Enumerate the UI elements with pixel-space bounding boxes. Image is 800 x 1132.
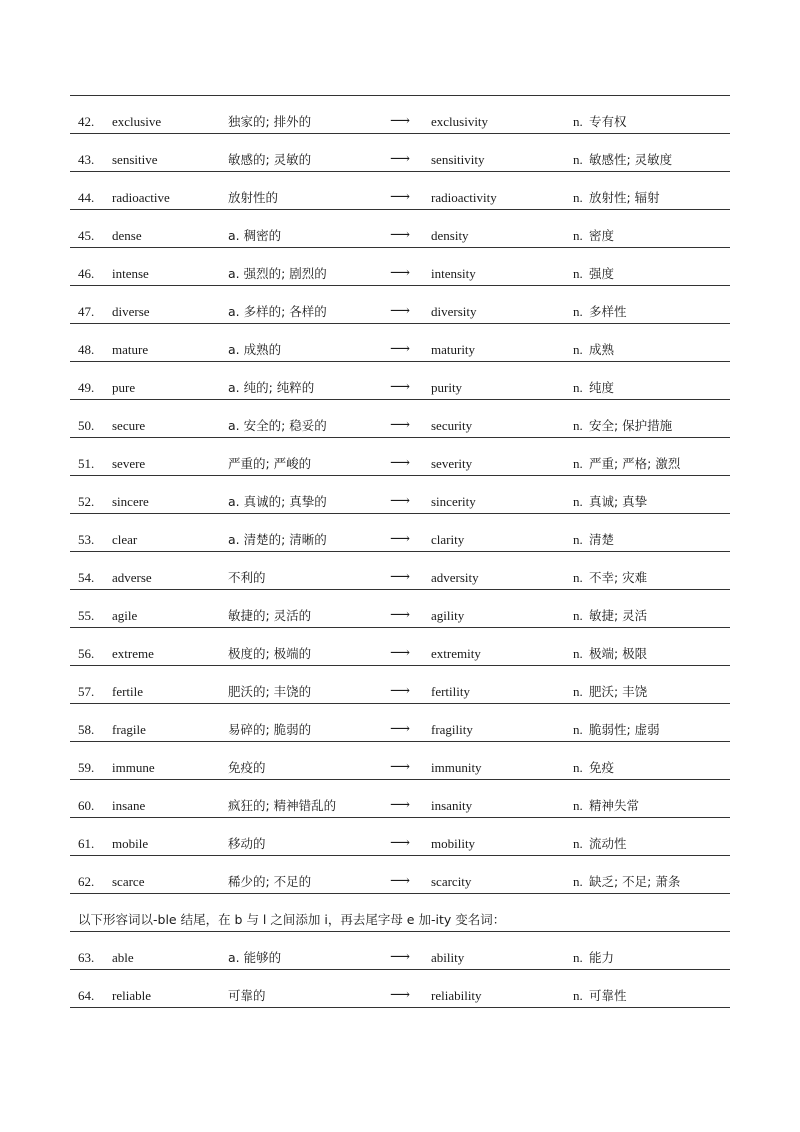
noun-word: severity [431,456,473,471]
noun-meaning: 能力 [589,950,615,965]
adjective-meaning: 移动的 [228,836,266,851]
arrow-icon: ⟶ [390,684,411,699]
section-note [70,894,730,932]
part-of-speech: n. [573,874,583,889]
part-of-speech: n. [573,950,583,965]
table-row [70,286,730,324]
adjective-meaning: 免疫的 [228,760,266,775]
adjective-meaning: 疯狂的; 精神错乱的 [228,798,337,813]
noun-word: sincerity [431,494,476,509]
noun-word: adversity [431,570,479,585]
noun-meaning: 不幸; 灾难 [589,570,648,585]
table-row [70,476,730,514]
section-note-text: 以下形容词以-ble 结尾，在 b 与 l 之间添加 i，再去尾字母 e 加-ity 变名词： [78,912,506,927]
adjective-word: diverse [112,304,150,319]
noun-word: fragility [431,722,473,737]
arrow-icon: ⟶ [390,836,411,851]
adjective-word: scarce [112,874,145,889]
part-of-speech: n. [573,836,583,851]
noun-word: insanity [431,798,473,813]
entry-number: 43. [78,152,95,167]
arrow-icon: ⟶ [390,304,411,319]
adjective-word: fragile [112,722,146,737]
table-row [70,438,730,476]
entry-number: 63. [78,950,95,965]
arrow-icon: ⟶ [390,152,411,167]
adjective-meaning: 严重的; 严峻的 [228,456,312,471]
part-of-speech: n. [573,342,583,357]
part-of-speech: n. [573,722,583,737]
adjective-word: dense [112,228,142,243]
adjective-meaning: 敏感的; 灵敏的 [228,152,312,167]
table-row [70,628,730,666]
noun-word: maturity [431,342,476,357]
part-of-speech: n. [573,266,583,281]
entry-number: 59. [78,760,95,775]
adjective-word: able [112,950,134,965]
table-row [70,590,730,628]
entry-number: 60. [78,798,95,813]
table-row [70,324,730,362]
noun-word: purity [431,380,463,395]
noun-word: agility [431,608,465,623]
entry-number: 45. [78,228,95,243]
part-of-speech: n. [573,456,583,471]
noun-meaning: 严重; 严格; 激烈 [589,456,681,471]
noun-word: diversity [431,304,477,319]
adjective-meaning: 放射性的 [228,190,279,205]
noun-word: radioactivity [431,190,497,205]
adjective-meaning: a. 能够的 [228,950,282,965]
noun-meaning: 成熟 [589,342,615,357]
word-list-group-1 [70,96,730,894]
entry-number: 46. [78,266,95,281]
noun-meaning: 密度 [589,228,615,243]
table-row [70,932,730,970]
noun-word: reliability [431,988,482,1003]
noun-meaning: 专有权 [589,114,627,129]
table-row [70,362,730,400]
part-of-speech: n. [573,798,583,813]
part-of-speech: n. [573,532,583,547]
noun-word: ability [431,950,465,965]
arrow-icon: ⟶ [390,798,411,813]
noun-meaning: 多样性 [589,304,627,319]
noun-meaning: 真诚; 真挚 [589,494,648,509]
adjective-word: secure [112,418,146,433]
arrow-icon: ⟶ [390,380,411,395]
noun-meaning: 精神失常 [589,798,640,813]
noun-meaning: 安全; 保护措施 [589,418,673,433]
noun-meaning: 放射性; 辐射 [589,190,660,205]
arrow-icon: ⟶ [390,760,411,775]
noun-word: exclusivity [431,114,489,129]
entry-number: 62. [78,874,95,889]
part-of-speech: n. [573,380,583,395]
adjective-word: mobile [112,836,149,851]
arrow-icon: ⟶ [390,114,411,129]
noun-word: mobility [431,836,476,851]
arrow-icon: ⟶ [390,570,411,585]
table-row [70,248,730,286]
noun-meaning: 纯度 [589,380,615,395]
arrow-icon: ⟶ [390,494,411,509]
table-row [70,666,730,704]
adjective-word: extreme [112,646,154,661]
adjective-meaning: a. 强烈的; 剧烈的 [228,266,327,281]
table-row [70,172,730,210]
part-of-speech: n. [573,988,583,1003]
part-of-speech: n. [573,190,583,205]
noun-meaning: 免疫 [589,760,615,775]
entry-number: 64. [78,988,95,1003]
noun-meaning: 强度 [589,266,615,281]
noun-meaning: 流动性 [589,836,627,851]
arrow-icon: ⟶ [390,608,411,623]
arrow-icon: ⟶ [390,646,411,661]
part-of-speech: n. [573,494,583,509]
entry-number: 56. [78,646,95,661]
table-row [70,780,730,818]
arrow-icon: ⟶ [390,874,411,889]
noun-meaning: 清楚 [589,532,615,547]
adjective-word: radioactive [112,190,170,205]
adjective-meaning: 稀少的; 不足的 [228,874,312,889]
table-row [70,704,730,742]
noun-word: extremity [431,646,481,661]
adjective-word: sensitive [112,152,158,167]
adjective-word: immune [112,760,155,775]
adjective-meaning: 易碎的; 脆弱的 [228,722,312,737]
entry-number: 44. [78,190,95,205]
arrow-icon: ⟶ [390,456,411,471]
adjective-word: pure [112,380,136,395]
noun-word: density [431,228,469,243]
entry-number: 55. [78,608,95,623]
table-row [70,742,730,780]
part-of-speech: n. [573,418,583,433]
adjective-meaning: 肥沃的; 丰饶的 [228,684,312,699]
noun-word: intensity [431,266,476,281]
noun-word: immunity [431,760,482,775]
adjective-meaning: 敏捷的; 灵活的 [228,608,312,623]
noun-word: fertility [431,684,470,699]
adjective-word: insane [112,798,146,813]
adjective-word: exclusive [112,114,162,129]
part-of-speech: n. [573,114,583,129]
table-row [70,210,730,248]
entry-number: 57. [78,684,95,699]
noun-meaning: 缺乏; 不足; 萧条 [589,874,681,889]
adjective-meaning: 可靠的 [228,988,266,1003]
part-of-speech: n. [573,608,583,623]
part-of-speech: n. [573,304,583,319]
entry-number: 50. [78,418,95,433]
adjective-meaning: 独家的; 排外的 [228,114,312,129]
noun-meaning: 可靠性 [589,988,627,1003]
adjective-meaning: a. 稠密的 [228,228,282,243]
arrow-icon: ⟶ [390,190,411,205]
part-of-speech: n. [573,152,583,167]
adjective-word: sincere [112,494,149,509]
adjective-word: fertile [112,684,144,699]
adjective-meaning: a. 多样的; 各样的 [228,304,327,319]
table-row [70,552,730,590]
entry-number: 42. [78,114,95,129]
entry-number: 49. [78,380,95,395]
noun-word: sensitivity [431,152,485,167]
table-row [70,818,730,856]
arrow-icon: ⟶ [390,722,411,737]
entry-number: 52. [78,494,95,509]
noun-meaning: 肥沃; 丰饶 [589,684,648,699]
word-list-group-2 [70,932,730,1008]
vocabulary-table [70,95,730,1008]
part-of-speech: n. [573,760,583,775]
adjective-meaning: a. 纯的; 纯粹的 [228,380,315,395]
arrow-icon: ⟶ [390,342,411,357]
table-row [70,856,730,894]
adjective-word: intense [112,266,149,281]
adjective-meaning: a. 安全的; 稳妥的 [228,418,327,433]
noun-meaning: 极端; 极限 [589,646,648,661]
adjective-meaning: 极度的; 极端的 [228,646,312,661]
entry-number: 53. [78,532,95,547]
adjective-meaning: 不利的 [228,570,266,585]
arrow-icon: ⟶ [390,988,411,1003]
entry-number: 58. [78,722,95,737]
adjective-word: mature [112,342,149,357]
table-row [70,400,730,438]
arrow-icon: ⟶ [390,950,411,965]
adjective-word: adverse [112,570,152,585]
entry-number: 61. [78,836,95,851]
adjective-word: reliable [112,988,151,1003]
entry-number: 51. [78,456,95,471]
adjective-word: agile [112,608,138,623]
table-row [70,514,730,552]
table-row [70,96,730,134]
part-of-speech: n. [573,570,583,585]
noun-word: clarity [431,532,465,547]
noun-meaning: 脆弱性; 虚弱 [589,722,660,737]
adjective-word: severe [112,456,146,471]
adjective-meaning: a. 真诚的; 真挚的 [228,494,327,509]
adjective-meaning: a. 成熟的 [228,342,282,357]
adjective-meaning: a. 清楚的; 清晰的 [228,532,327,547]
entry-number: 47. [78,304,95,319]
adjective-word: clear [112,532,138,547]
noun-word: security [431,418,473,433]
entry-number: 54. [78,570,95,585]
part-of-speech: n. [573,646,583,661]
entry-number: 48. [78,342,95,357]
arrow-icon: ⟶ [390,266,411,281]
part-of-speech: n. [573,684,583,699]
arrow-icon: ⟶ [390,418,411,433]
part-of-speech: n. [573,228,583,243]
noun-word: scarcity [431,874,472,889]
table-row [70,970,730,1008]
table-row [70,134,730,172]
noun-meaning: 敏感性; 灵敏度 [589,152,673,167]
arrow-icon: ⟶ [390,228,411,243]
arrow-icon: ⟶ [390,532,411,547]
noun-meaning: 敏捷; 灵活 [589,608,648,623]
